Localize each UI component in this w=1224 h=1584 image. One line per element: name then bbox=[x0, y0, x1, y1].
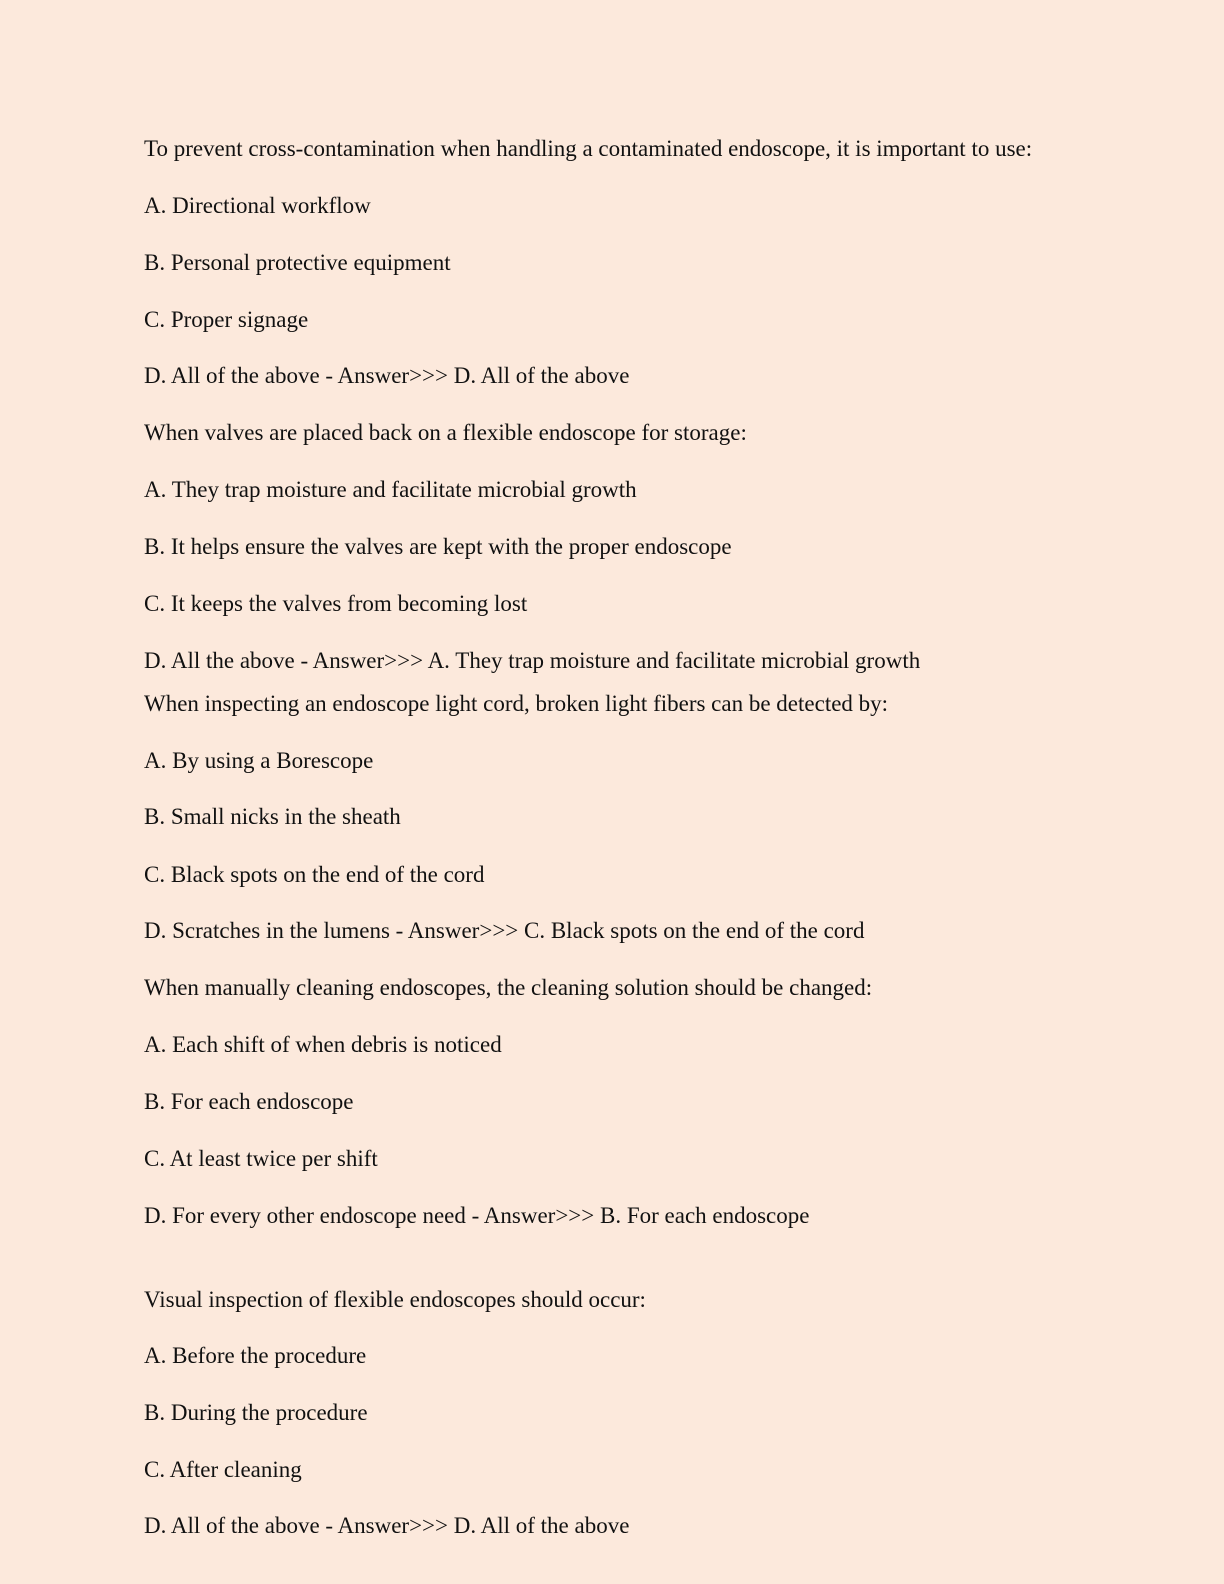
answer-option: A. Each shift of when debris is noticed bbox=[144, 1032, 502, 1057]
answer-option: D. All of the above - Answer>>> D. All of the above bbox=[144, 363, 630, 388]
question-prompt: When manually cleaning endoscopes, the cleaning solution should be changed: bbox=[144, 975, 873, 1000]
answer-option: B. For each endoscope bbox=[144, 1089, 354, 1114]
answer-option: A. By using a Borescope bbox=[144, 748, 374, 773]
answer-option: B. During the procedure bbox=[144, 1400, 368, 1425]
answer-option: A. They trap moisture and facilitate microbial growth bbox=[144, 477, 637, 502]
question-prompt: Visual inspection of flexible endoscopes should occur: bbox=[144, 1287, 646, 1312]
answer-option: C. Proper signage bbox=[144, 307, 309, 332]
answer-option: D. All of the above - Answer>>> D. All of the above bbox=[144, 1513, 630, 1538]
answer-option: B. Personal protective equipment bbox=[144, 250, 451, 275]
answer-option: C. Black spots on the end of the cord bbox=[144, 862, 485, 887]
answer-option: A. Before the procedure bbox=[144, 1343, 367, 1368]
answer-option: D. All the above - Answer>>> A. They trap moisture and facilitate microbial growth bbox=[144, 648, 921, 673]
answer-option: D. For every other endoscope need - Answer>>> B. For each endoscope bbox=[144, 1203, 810, 1228]
answer-option: B. It helps ensure the valves are kept with the proper endoscope bbox=[144, 534, 732, 559]
answer-option: B. Small nicks in the sheath bbox=[144, 804, 401, 829]
question-prompt: To prevent cross-contamination when handling a contaminated endoscope, it is important to use: bbox=[144, 136, 1033, 161]
question-prompt: When inspecting an endoscope light cord, broken light fibers can be detected by: bbox=[144, 691, 889, 716]
answer-option: A. Directional workflow bbox=[144, 193, 371, 218]
answer-option: C. It keeps the valves from becoming lost bbox=[144, 591, 528, 616]
answer-option: C. After cleaning bbox=[144, 1457, 302, 1482]
question-prompt: When valves are placed back on a flexible endoscope for storage: bbox=[144, 420, 747, 445]
answer-option: C. At least twice per shift bbox=[144, 1146, 378, 1171]
answer-option: D. Scratches in the lumens - Answer>>> C. Black spots on the end of the cord bbox=[144, 918, 865, 943]
